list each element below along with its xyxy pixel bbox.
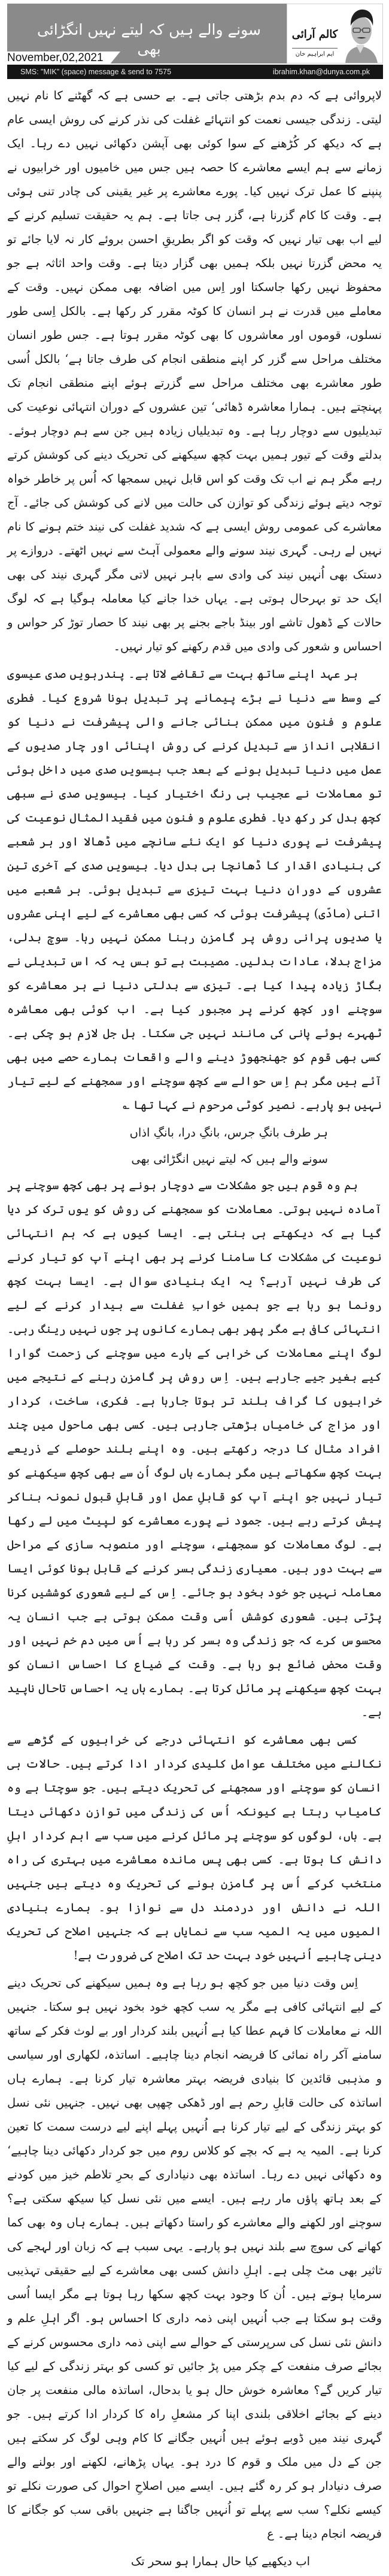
article-body xyxy=(7,84,382,2576)
contact-bar xyxy=(7,65,383,79)
brand-divider xyxy=(292,48,338,49)
verse-line: ہر طرف بانگِ جرس، بانگِ درا، بانگِ اذاں xyxy=(129,1126,328,1139)
author-photo xyxy=(339,5,381,63)
verse-line: سونے والے ہیں کہ لیتے نہیں انگڑائی بھی xyxy=(131,1152,328,1166)
paragraph: اِس وقت دنیا میں جو کچھ ہو رہا ہے وہ ہمیں سیکھنے کی تحریک دینے کے لیے انتہائی کافی ہے مگر یہ سب کچھ خود بخود نہیں ہو سکتا۔ جنہیں اللہ نے معاملات کا فہم عطا کیا ہے اُنہیں بلند کردار اور بے لوث فکر کے ساتھ سامنے آکر راہ نمائی کا فریضہ انجام دینا چاہیے۔ اساتذہ، لکھاری اور سیاسی و مذہبی قائدین کا بنیادی فریضہ بہتر معاشرہ تیار کرنا ہے۔ ہمارے ہاں اساتذہ کی حالت قابلِ رحم ہے اور ڈھکی چھپی بھی نہیں۔ جنہیں نئی نسل کو بہتر زندگی کے لیے تیار کرنا ہے اُنہیں پہلے اپنے لیے درست سمت کا تعین کرنا ہے۔ المیہ یہ ہے کہ بچے کو کلاس روم میں جو کردار دکھائی دینا چاہیے‘ وہ دکھائی نہیں دے رہا۔ اساتذہ بھی دنیاداری کے بحرِ تلاطم خیز میں کودنے کے بعد ہاتھ پاؤں مار رہے ہیں۔ ایسے میں نئی نسل کیا سیکھ سکتی ہے؟ سوچنے اور لکھنے والے معاشرے کو راستا دکھاتے ہیں۔ ہمارے ہاں وہ بھی کما کھانے کی سوچ سے بلند نہیں ہو پارہے۔ یہی سبب ہے کہ زبان اور لہجے کی تاثیر بھی مٹ چلی ہے۔ اہلِ دانش کسی بھی معاشرے کے لیے حقیقی تہذیبی سرمایا ہوتے ہیں۔ اُن کا وجود بہت کچھ سکھا رہا ہوتا ہے مگر ایسا اُسی وقت ہو سکتا ہے جب اُنہیں اپنی ذمہ داری کا احساس ہو۔ اگر اہلِ علم و دانش نئی نسل کی سرپرستی کے حوالے سے اپنی ذمہ داری محسوس کرنے کے بجائے صرف منفعت کے چکر میں پڑ جائیں تو کسی کو بہتر زندگی کے لیے کیا تیار کریں گے؟ معاشرہ خوش حال ہو یا بدحال، اساتذہ مالی منفعت پر جان دینے کے بجائے اخلاقی بلندی اپنا کر مشعلِ راہ کا کردار ادا کرتے ہیں۔ جو گہری نیند میں ڈوبے ہوئے ہیں اُنہیں جگانے کا کام وہی لوگ کر سکتے ہیں جن کے دل میں ملک و قوم کا درد ہو۔ یہاں پڑھانے، لکھنے اور بولنے والے صرف دنیادار ہو کر رہ گئے ہیں۔ ایسے میں اصلاحِ احوال کی صورت نکلے تو کیسے نکلے؟ سب سے پہلے تو اُنہیں جاگنا ہے جنہیں باقی سب کو جگانے کا فریضہ انجام دینا ہے۔ ع xyxy=(7,1976,382,2541)
author-portrait-icon xyxy=(339,5,381,63)
column-brand-box xyxy=(287,4,383,63)
author-email[interactable]: ibrahim.khan@dunya.com.pk xyxy=(272,68,370,76)
paragraph: لاپروائی ہے کہ دم بدم بڑھتی جاتی ہے۔ بے حسی ہے کہ گھٹنے کا نام نہیں لیتی۔ زندگی جیسی نعمت کو انتہائے غفلت کی نذر کرنے کی روش ایسی عام ہے کہ دیکھ کر کُڑھنے کے سوا کوئی بھی آپشن دکھائی نہیں دے رہا۔ ایک زمانے سے ہم ایسے معاشرے کا حصہ ہیں جس میں خامیوں اور خرابیوں نے پنپنے کا عمل ترک نہیں کیا۔ پورے معاشرے پر غیر یقینی کی چادر تنی ہوئی ہے۔ وقت کا کام گزرنا ہے، گزر ہی جاتا ہے۔ ہم یہ حقیقت تسلیم کرنے کے لیے اب بھی تیار نہیں کہ وقت کو اگر بطریقِ احسن بروئے کار نہ لایا جائے تو یہ محض گزرتا نہیں بلکہ ہمیں بھی گزار دیتا ہے۔ وقت واحد اثاثہ ہے جو محفوظ نہیں رکھا جاسکتا اور اِس میں اضافہ بھی ممکن نہیں۔ وقت کے معاملے میں قدرت نے ہر انسان کا کوٹہ مقرر کر رکھا ہے۔ بالکل اِسی طور نسلوں، قوموں اور معاشروں کا بھی کوٹہ مقرر ہوتا ہے۔ جس طور انسان مختلف مراحل سے گزر کر اپنے منطقی انجام کی طرف جاتا ہے‘ بالکل اُسی طور معاشرے بھی مختلف مراحل سے گزرتے ہوئے اپنے منطقی انجام تک پہنچتے ہیں۔ ہمارا معاشرہ ڈھائی‘ تین عشروں کے دوران انتہائی نوعیت کی تبدیلیوں سے دوچار رہا ہے۔ وہ تبدیلیاں زیادہ ہیں جن سے ہم دوچار ہوئے۔ بدلتے وقت کے تیور ہمیں بہت کچھ سیکھنے کی تحریک دینے کی کوشش کرتے رہے مگر ہم نے اب تک وقت کو اس قابل نہیں سمجھا کہ اُس پر خاطر خواہ توجہ دیتے ہوئے زندگی کو توازن کی حالت میں لانے کی کوشش کی جائے۔ آج معاشرے کی عمومی روش ایسی ہے کہ شدید غفلت کی نیند ختم ہونے کا نام نہیں لے رہی۔ گہری نیند سونے والے معمولی آہٹ سے نہیں اٹھتے۔ دروازے پر دستک بھی اُنہیں نیند کی وادی سے باہر نہیں لاتی مگر گہری نیند کی بھی ایک حد تو بہرحال ہوتی ہے۔ یہاں خدا جانے کیا معاملہ ہوگیا ہے کہ لوگ حالات کے ڈھول تاشے اور بینڈ باجے بجنے پر بھی نیند کا حصار توڑ کر حواس و احساس و شعور کی وادی میں قدم رکھنے کو تیار نہیں۔ xyxy=(7,89,382,653)
closing-verse: اب دیکھیے کیا حال ہمارا ہو سحر تک xyxy=(130,2554,310,2568)
paragraph: ہم وہ قوم ہیں جو مشکلات سے دوچار ہونے پر بھی کچھ سوچنے پر آمادہ نہیں ہوتی۔ معاملات کو سمجھنے کی روش کو یوں ترک کر دیا گیا ہے کہ دیکھتے ہی بنتی ہے۔ ایسا کیوں ہے کہ ہم انتہائی نوعیت کی مشکلات کا سامنا کرنے پر بھی اپنے آپ کو تیار کرنے کی طرف نہیں آرہے؟ یہ ایک بنیادی سوال ہے۔ ایسا بہت کچھ رونما ہو رہا ہے جو ہمیں خوابِ غفلت سے بیدار کرنے کے لیے انتہائی کافی ہے مگر پھر بھی ہمارے کانوں پر جوں نہیں رینگ رہی۔ لوگ اپنے معاملات کی خرابی کے بارے میں سوچنے کی زحمت گوارا کیے بغیر جیے جارہے ہیں۔ اِس روش پر گامزن رہنے کے نتیجے میں خرابیوں کا گراف بلند تر ہوتا جارہا ہے۔ فکری، ساخت، کردار اور مزاج کی خامیاں بڑھتی جارہی ہیں۔ کسی بھی ماحول میں چند افراد مثال کا درجہ رکھتے ہیں۔ وہ اپنے بلند حوصلے کے ذریعے بہت کچھ سکھاتے ہیں مگر ہمارے ہاں لوگ اُن سے بھی کچھ سیکھنے کو تیار نہیں جو اپنے آپ کو قابلِ عمل اور قابلِ قبول نمونہ بناکر پیش کرتے رہے ہیں۔ جمود نے پورے معاشرے کو لپیٹ میں لے رکھا ہے۔ لوگ معاملات کو سمجھنے، سوچنے اور منصوبہ سازی کے مراحل سے بہت دور ہیں۔ معیاری زندگی بسر کرنے کے قابل ہونا کوئی ایسا معاملہ نہیں جو خود بخود ہو جائے۔ اِس کے لیے شعوری کوششیں کرنا پڑتی ہیں۔ شعوری کوشش اُسی وقت ممکن ہوتی ہے جب انسان یہ محسوس کرے کہ جو زندگی وہ بسر کر رہا ہے اُس میں دم خم نہیں اور وقت محض ضائع ہو رہا ہے۔ وقت کے ضیاع کا احساس انسان کو بہت کچھ سیکھنے پر مائل کرتا ہے۔ ہمارے ہاں یہ احساس تاحال ناپید ہے۔ xyxy=(7,1178,382,1719)
column-header xyxy=(7,4,383,77)
column-title: سونے والے ہیں کہ لیتے نہیں انگڑائی بھی xyxy=(37,21,261,57)
author-name: ایم ابراہیم خان xyxy=(295,51,335,57)
publish-date: November,02,2021 xyxy=(7,51,110,65)
column-brand-name: کالم آرائی xyxy=(291,28,338,41)
sms-instructions: SMS: "MIK" (space) message & send to 7575 xyxy=(20,68,172,76)
paragraph: ہر عہد اپنے ساتھ بہت سے تقاضے لاتا ہے۔ پندرہویں صدی عیسوی کے وسط سے دنیا نے بڑے پیمانے پر تبدیل ہونا شروع کیا۔ فطری علوم و فنون میں ممکن بنائی جانے والی پیشرفت نے دنیا کو انقلابی انداز سے تبدیل کرنے کی روش اپنائی اور چار صدیوں کے عمل میں دنیا تبدیل ہونے کے بعد جب بیسویں صدی میں داخل ہوئی تو معاملات نے عجیب ہی رنگ اختیار کیا۔ بیسویں صدی نے سبھی کچھ بدل کر رکھ دیا۔ فطری علوم و فنون میں فقیدالمثال نوعیت کی پیشرفت نے پوری دنیا کو ایک نئے سانچے میں ڈھالا اور ہر شعبے کی بنیادی اقدار کا ڈھانچا ہی بدل دیا۔ بیسویں صدی کے آخری تین عشروں کے دوران دنیا بہت تیزی سے تبدیل ہوئی۔ ہر شعبے میں اتنی (مادّی) پیشرفت ہوئی کہ کسی بھی معاشرے کے لیے اپنی عشروں یا صدیوں پرانی روش پر گامزن رہنا ممکن نہیں رہا۔ سوچ بدلی، مزاج بدلا، عادات بدلیں۔ مصیبت ہے تو بس یہ کہ اس تبدیلی نے بگاڑ زیادہ پیدا کیا ہے۔ تیزی سے بدلتی دنیا نے ہر معاشرے کو سوچنے اور کچھ کرنے پر مجبور کیا ہے۔ اب کوئی بھی معاشرہ ٹھہرے ہوئے پانی کی مانند نہیں جی سکتا۔ ہل جل لازم ہو چکی ہے۔ کسی بھی قوم کو جھنجھوڑ دینے والے واقعات ہمارے حصے میں بھی آئے ہیں مگر ہم اِس حوالے سے کچھ سوچنے اور سمجھنے کے لیے تیار نہیں ہو پارہے۔ نصیر کوٹی مرحوم نے کہا تھا ؎ xyxy=(7,667,382,1112)
paragraph: کسی بھی معاشرے کو انتہائی درجے کی خرابیوں کے گڑھے سے نکالنے میں مختلف عوامل کلیدی کردار ادا کرتے ہیں۔ حالات ہی انسان کو سوچنے اور سمجھنے کی تحریک دیتے ہیں۔ جو سوچتا ہے وہ کامیاب رہتا ہے کیونکہ اُس کی زندگی میں توازن دکھائی دیتا ہے۔ ہاں، لوگوں کو سوچنے پر مائل کرنے میں سب سے اہم کردار اہلِ دانش کا ہوتا ہے۔ کسی بھی پس ماندہ معاشرے میں بہتری کی راہ منتخب کرکے اُس پر گامزن ہونے کی تحریک وہ دیتے ہیں جنہیں اللہ نے دانش اور دردمند دل سے نوازا ہو۔ ہمارے بنیادی المیوں میں یہ المیہ سب سے نمایاں ہے کہ جنہیں اصلاح کی تحریک دینی چاہیے اُنہیں خود بہت حد تک اصلاح کی ضرورت ہے! xyxy=(7,1733,382,1962)
